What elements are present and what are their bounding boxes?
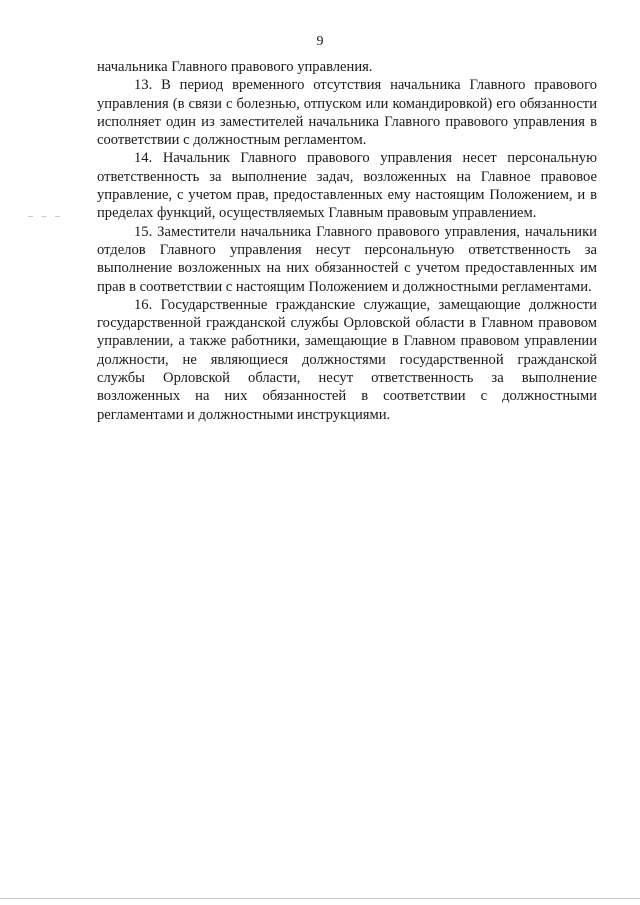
page-number: 9 [316,34,324,49]
scan-margin-mark: ‒ ‒ ‒ [28,211,63,222]
paragraph-15: 15. Заместители начальника Главного правового управления, начальники отделов Главного управления несут персональную ответственность за выполнение возложенных на них обязанностей с учетом предоставленных им прав в соответствии с настоящим Положением и должностными регламентами. [97,223,597,295]
paragraph-continuation: начальника Главного правового управления. [97,59,373,75]
paragraph-14: 14. Начальник Главного правового управления несет персональную ответственность за выполнение задач, возложенных на Главное правовое управление, с учетом прав, предоставленных ему настоящим Положением, и в пределах функций, осуществляемых Главным правовым управлением. [97,150,597,222]
document-body [97,58,597,424]
paragraph-13: 13. В период временного отсутствия начальника Главного правового управления (в связи с болезнью, отпуском или командировкой) его обязанности исполняет один из заместителей начальника Главного правового управления в соответствии с должностным регламентом. [97,77,597,149]
scan-bottom-edge [0,898,640,899]
paragraph-16: 16. Государственные гражданские служащие, замещающие должности государственной гражданской службы Орловской области в Главном правовом управлении, а также работники, замещающие в Главном правовом управлении должности, не являющиеся должностями государственной гражданской службы Орловской области, несут ответственность за выполнение возложенных на них обязанностей в соответствии с должностными регламентами и должностными инструкциями. [97,296,597,423]
